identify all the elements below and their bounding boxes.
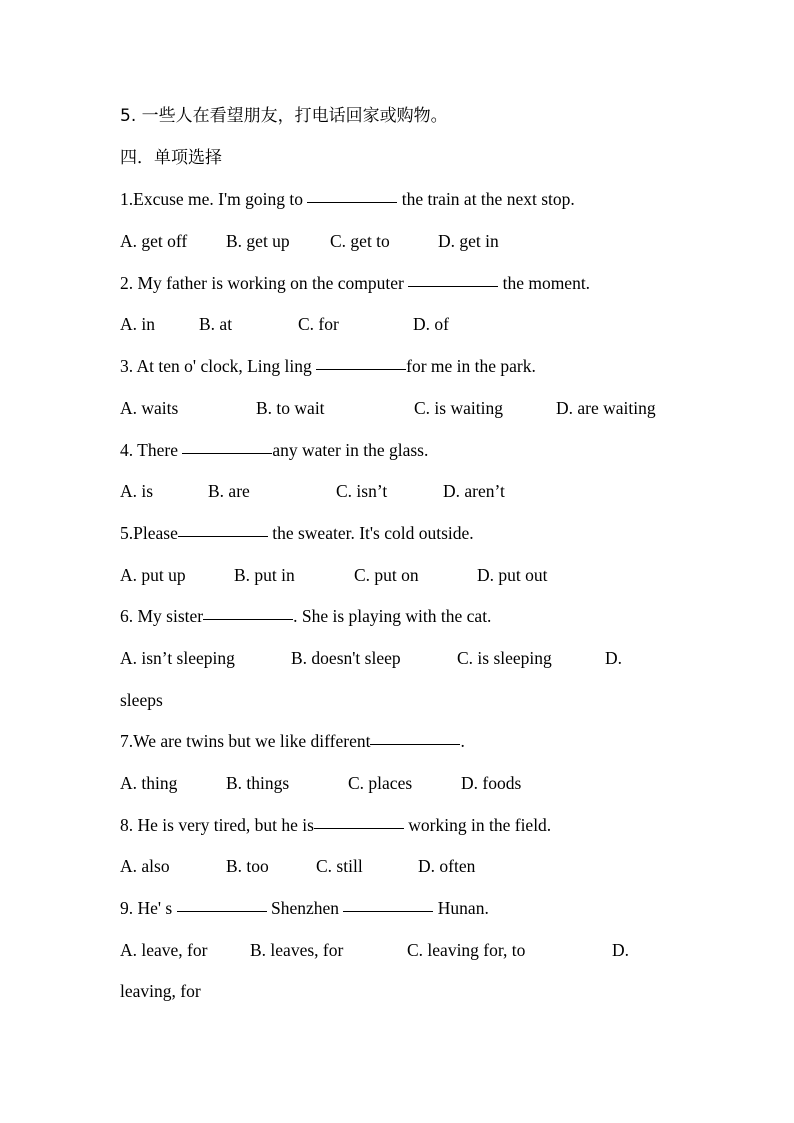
question-8-text-a: 8. He is very tired, but he is bbox=[120, 814, 314, 835]
question-2-option-c: C. for bbox=[298, 314, 339, 335]
question-4-blank bbox=[182, 452, 272, 454]
question-1-option-b: B. get up bbox=[226, 231, 290, 252]
question-2-stem bbox=[120, 263, 680, 305]
question-9-blank-1 bbox=[177, 910, 267, 912]
question-5-blank bbox=[178, 535, 268, 537]
question-6-stem bbox=[120, 596, 680, 638]
question-6-option-b: B. doesn't sleep bbox=[291, 647, 401, 668]
question-2-blank bbox=[408, 285, 498, 287]
question-1-option-c: C. get to bbox=[330, 231, 390, 252]
question-6-blank bbox=[203, 618, 293, 620]
question-4-text-a: 4. There bbox=[120, 439, 183, 460]
question-6-option-d: D. bbox=[605, 647, 623, 668]
question-4-option-d: D. aren’t bbox=[443, 481, 505, 502]
question-7-option-a: A. thing bbox=[120, 773, 178, 793]
question-5-option-a: A. put up bbox=[120, 564, 186, 585]
question-4-option-a: A. is bbox=[120, 481, 154, 502]
question-5-option-d: D. put out bbox=[477, 564, 548, 585]
question-9-option-d: D. bbox=[612, 939, 630, 960]
question-9-stem bbox=[120, 888, 680, 930]
question-3-option-d: D. are waiting bbox=[556, 397, 656, 418]
question-9-options bbox=[120, 930, 680, 972]
question-9-text-a: 9. He' s bbox=[120, 898, 177, 919]
question-8-option-b: B. too bbox=[226, 856, 269, 877]
question-2-text-b: the moment. bbox=[498, 272, 591, 293]
question-1-option-a: A. get off bbox=[120, 231, 188, 252]
question-2-option-d: D. of bbox=[413, 314, 449, 335]
question-4-stem bbox=[120, 430, 680, 472]
question-1-text-a: 1.Excuse me. I'm going to bbox=[120, 189, 308, 210]
question-7-text-a: 7.We are twins but we like different bbox=[120, 731, 371, 752]
question-5-option-b: B. put in bbox=[234, 564, 295, 585]
question-4-option-c: C. isn’t bbox=[336, 481, 388, 502]
question-7-options bbox=[120, 763, 680, 805]
section4-heading: 四．单项选择 bbox=[120, 147, 222, 168]
question-9-text-c: Hunan. bbox=[433, 898, 489, 919]
question-7-option-c: C. places bbox=[348, 773, 413, 793]
question-8-text-b: working in the field. bbox=[403, 814, 552, 835]
question-9-text-b: Shenzhen bbox=[266, 898, 344, 919]
question-8-blank bbox=[314, 827, 404, 829]
question-2-options bbox=[120, 304, 680, 346]
question-2-text-a: 2. My father is working on the computer bbox=[120, 272, 409, 293]
question-3-option-c: C. is waiting bbox=[414, 397, 503, 418]
question-1-stem bbox=[120, 179, 680, 221]
question-6-text-b: . She is playing with the cat. bbox=[293, 606, 492, 627]
question-9-blank-2 bbox=[343, 910, 433, 912]
question-8-options bbox=[120, 846, 680, 888]
question-3-text-a: 3. At ten o' clock, Ling ling bbox=[120, 356, 317, 377]
question-5-stem bbox=[120, 513, 680, 555]
question-5-text-a: 5.Please bbox=[120, 522, 178, 543]
question-9-option-c: C. leaving for, to bbox=[407, 939, 526, 960]
question-4-options bbox=[120, 471, 680, 513]
question-3-options bbox=[120, 388, 680, 430]
question-6-option-d-continued: sleeps bbox=[120, 689, 163, 710]
question-1-options bbox=[120, 221, 680, 263]
question-6-option-c: C. is sleeping bbox=[457, 647, 552, 668]
question-7-option-d: D. foods bbox=[461, 773, 522, 793]
question-1-text-b: the train at the next stop. bbox=[397, 189, 575, 210]
question-8-option-a: A. also bbox=[120, 856, 170, 877]
question-8-stem bbox=[120, 805, 680, 847]
question-6-text-a: 6. My sister bbox=[120, 606, 204, 627]
question-7-text-b: . bbox=[460, 731, 465, 752]
question-6-options bbox=[120, 638, 680, 680]
worksheet-page bbox=[120, 96, 680, 1013]
question-9-option-b: B. leaves, for bbox=[250, 939, 344, 960]
question-5-option-c: C. put on bbox=[354, 564, 419, 585]
question-3-stem bbox=[120, 346, 680, 388]
question-2-option-a: A. in bbox=[120, 314, 155, 335]
question-9-option-a: A. leave, for bbox=[120, 939, 208, 960]
question-8-option-c: C. still bbox=[316, 856, 363, 877]
question-2-option-b: B. at bbox=[199, 314, 233, 335]
section5-text: 5. 一些人在看望朋友，打电话回家或购物。 bbox=[120, 106, 448, 126]
question-5-options bbox=[120, 555, 680, 597]
question-4-option-b: B. are bbox=[208, 481, 250, 502]
question-4-text-b: any water in the glass. bbox=[272, 439, 429, 460]
question-5-text-b: the sweater. It's cold outside. bbox=[267, 522, 474, 543]
question-3-text-b: for me in the park. bbox=[406, 356, 536, 377]
question-8-option-d: D. often bbox=[418, 856, 476, 877]
question-7-stem bbox=[120, 721, 680, 763]
question-6-option-a: A. isn’t sleeping bbox=[120, 647, 235, 668]
question-1-option-d: D. get in bbox=[438, 231, 499, 252]
question-1-blank bbox=[307, 201, 397, 203]
question-3-option-b: B. to wait bbox=[256, 397, 325, 418]
question-3-blank bbox=[316, 368, 406, 370]
question-7-option-b: B. things bbox=[226, 773, 290, 793]
question-3-option-a: A. waits bbox=[120, 397, 179, 418]
question-7-blank bbox=[370, 743, 460, 745]
question-9-option-d-continued: leaving, for bbox=[120, 981, 201, 1002]
